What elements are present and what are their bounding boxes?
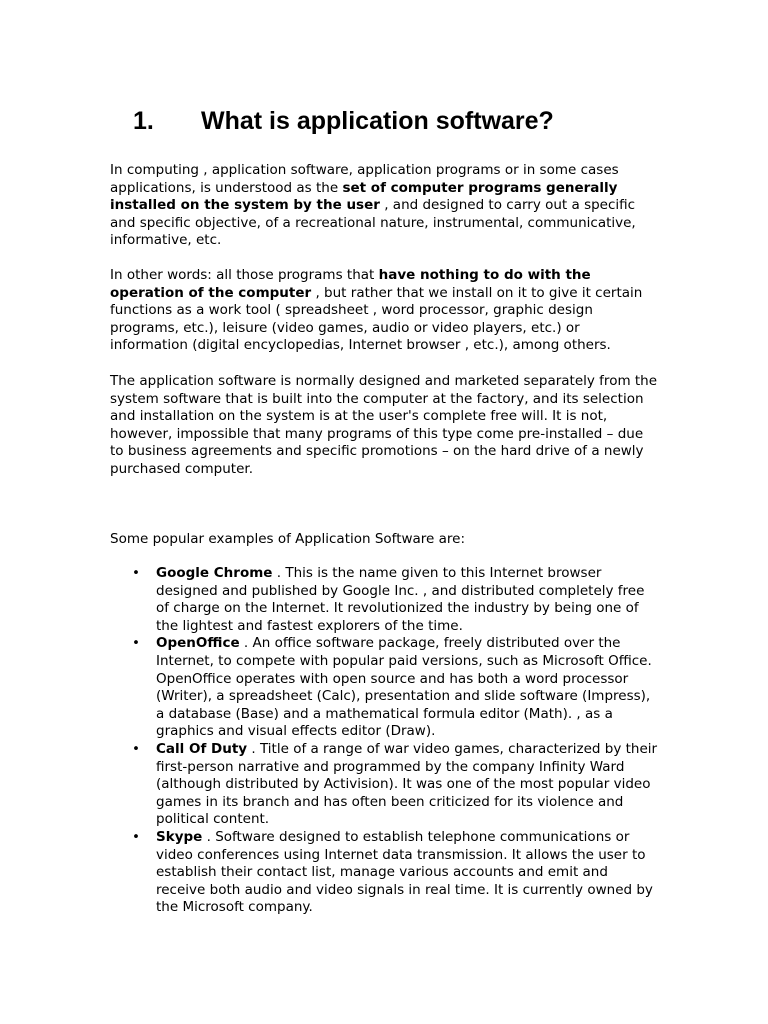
paragraph-text: , and designed to carry out a specific and specific objective, of a recreational nature, instrumental, communicative, informative, etc. bbox=[110, 197, 636, 249]
paragraph-marketing: The application software is normally designed and marketed separately from the system software that is built into the computer at the factory, and its selection and installation on the system is at the user's complete free will. It is not, however, impossible that many programs of this type come pre-installed – due to business agreements and specific promotions – on the hard drive of a newly purchased computer. bbox=[110, 373, 658, 477]
paragraph-bold-text: have nothing to do with the operation of the computer bbox=[110, 267, 591, 301]
bullet-icon: • bbox=[132, 565, 140, 581]
heading-title: What is application software? bbox=[201, 107, 554, 135]
paragraph-text: , but rather that we install on it to give it certain functions as a work tool ( spreadsheet , word processor, graphic design programs, etc.), leisure (video games, audio or video players, etc.) or information (digital encyclopedias, Internet browser , etc.), among others. bbox=[110, 284, 643, 354]
item-name: Skype bbox=[156, 828, 203, 845]
list-item-skype bbox=[110, 829, 658, 917]
heading-number: 1. bbox=[133, 107, 154, 135]
list-item-call-of-duty bbox=[110, 741, 658, 829]
list-item-google-chrome bbox=[110, 565, 658, 635]
item-description: . This is the name given to this Internet browser designed and published by Google Inc. , and distributed completely free of charge on the Internet. It revolutionized the industry by being one of the lightest and fastest explorers of the time. bbox=[156, 565, 645, 634]
item-description: . An office software package, freely distributed over the Internet, to compete with popular paid versions, such as Microsoft Office. OpenOffice operates with open source and has both a word processor (Writer), a spreadsheet (Calc), presentation and slide software (Impress), a database (Base) and a mathematical formula editor (Math). , as a graphics and visual effects editor (Draw). bbox=[156, 635, 652, 740]
section-heading bbox=[133, 104, 554, 138]
item-name: Call Of Duty bbox=[156, 740, 248, 757]
item-description: . Software designed to establish telephone communications or video conferences using Internet data transmission. It allows the user to establish their contact list, manage various accounts and emit and receive both audio and video signals in real time. It is currently owned by the Microsoft company. bbox=[156, 828, 653, 916]
bullet-icon: • bbox=[132, 740, 140, 757]
examples-list bbox=[110, 565, 658, 917]
paragraph-other-words bbox=[110, 267, 658, 355]
item-description: . Title of a range of war video games, characterized by their first-person narrative and programmed by the company Infinity Ward (although distributed by Activision). It was one of the most popular video games in its branch and has often been criticized for its violence and political content. bbox=[156, 740, 658, 828]
item-name: Google Chrome bbox=[156, 565, 273, 581]
paragraph-text: In other words: all those programs that bbox=[110, 267, 379, 283]
list-item-openoffice bbox=[110, 635, 658, 741]
paragraph-text: In computing , application software, application programs or in some cases applications, is understood as the bbox=[110, 162, 619, 196]
bullet-icon: • bbox=[132, 635, 140, 652]
bullet-icon: • bbox=[132, 828, 140, 845]
item-name: OpenOffice bbox=[156, 635, 240, 652]
paragraph-definition bbox=[110, 162, 658, 250]
paragraph-bold-text: set of computer programs generally installed on the system by the user bbox=[110, 179, 618, 214]
paragraph-examples-intro: Some popular examples of Application Software are: bbox=[110, 531, 466, 547]
